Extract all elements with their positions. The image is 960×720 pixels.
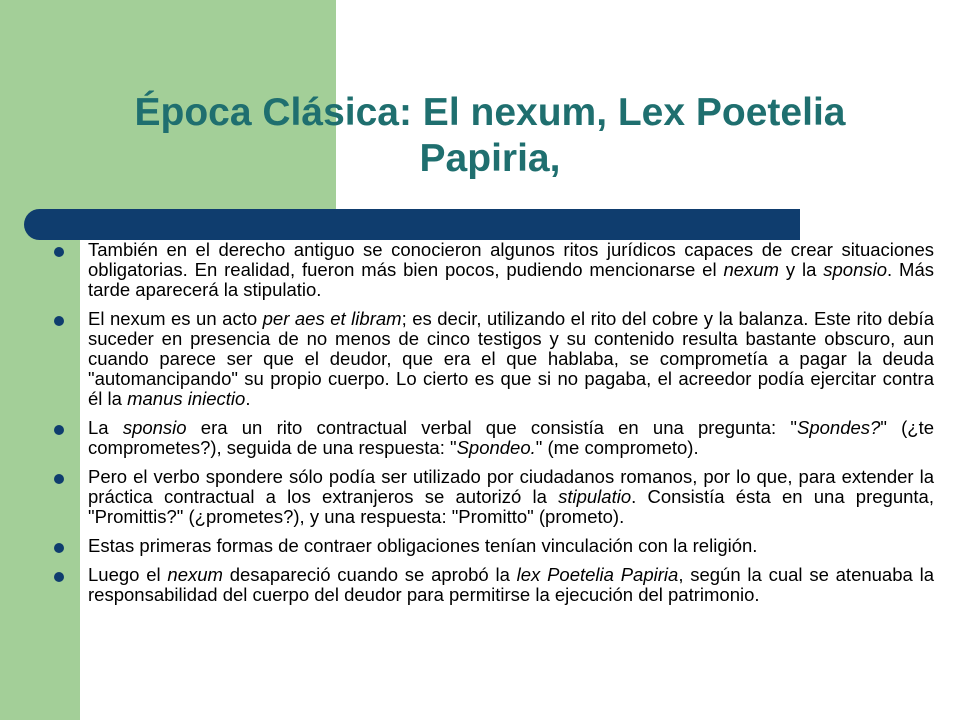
bullet-dot-icon [54,316,64,326]
text-run: . Consistía ésta en una pregunta, "Promittis?" (¿prometes?), y una respuesta: "Promitto" (prometo). [88,486,934,527]
bullet-dot-icon [54,425,64,435]
text-run: y la [778,259,824,280]
bullet-item [50,565,934,605]
bullet-item [50,536,934,556]
bullet-dot-icon [54,247,64,257]
italic-term: nexum [167,564,223,585]
bullet-item [50,240,934,300]
italic-term: stipulatio [558,486,632,507]
text-run: " (¿te comprometes?), seguida de una respuesta: " [88,417,934,458]
text-run: ; es decir, utilizando el rito del cobre y la balanza. Este rito debía suceder en presencia de no menos de cinco testigos y su contenido resulta bastante obscuro, aun cuando parece ser que el deudor, que era el que hablaba, se comprometía a pagar la deuda "automancipando" su propio cuerpo. Lo cierto es que si no pagaba, el acreedor podía ejercitar contra él la [88,308,934,409]
slide-title-line-1: Época Clásica: El nexum, Lex Poetelia [134,91,846,134]
slide-title [90,90,890,182]
bullet-dot-icon [54,474,64,484]
text-run: , según la cual se atenuaba la responsabilidad del cuerpo del deudor para permitirse la ejecución del patrimonio. [88,564,934,605]
text-run: También en el derecho antiguo se conocieron algunos ritos jurídicos capaces de crear situaciones obligatorias. En realidad, fueron más bien pocos, pudiendo mencionarse el [88,239,934,280]
bullet-item [50,309,934,409]
bullet-text [88,536,934,556]
bullet-list [50,240,934,614]
bullet-text [88,240,934,300]
bullet-text [88,467,934,527]
text-run: . Más tarde aparecerá la stipulatio. [88,259,934,300]
slide-title-line-2: Papiria, [419,137,561,180]
italic-term: sponsio [823,259,888,280]
title-underline-bar [24,209,800,240]
bullet-item [50,467,934,527]
italic-term: Spondeo. [456,437,536,458]
italic-term: manus iniectio [127,388,246,409]
italic-term: lex Poetelia Papiria [516,564,679,585]
bullet-dot-icon [54,572,64,582]
text-run: El nexum es un acto [88,308,263,329]
text-run: La [88,417,123,438]
bullet-text [88,309,934,409]
text-run: desapareció cuando se aprobó la [222,564,517,585]
italic-term: Spondes? [796,417,881,438]
bullet-item [50,418,934,458]
text-run: " (me comprometo). [535,437,699,458]
text-run: . [245,388,251,409]
bullet-dot-icon [54,543,64,553]
text-run: Pero el verbo spondere sólo podía ser utilizado por ciudadanos romanos, por lo que, para extender la práctica contractual a los extranjeros se autorizó la [88,466,934,507]
bullet-text [88,418,934,458]
bullet-text [88,565,934,605]
text-run: Estas primeras formas de contraer obligaciones tenían vinculación con la religión. [88,535,758,556]
italic-term: sponsio [122,417,187,438]
text-run: Luego el [88,564,168,585]
italic-term: per aes et libram [262,308,402,329]
text-run: era un rito contractual verbal que consistía en una pregunta: " [186,417,797,438]
italic-term: nexum [723,259,779,280]
